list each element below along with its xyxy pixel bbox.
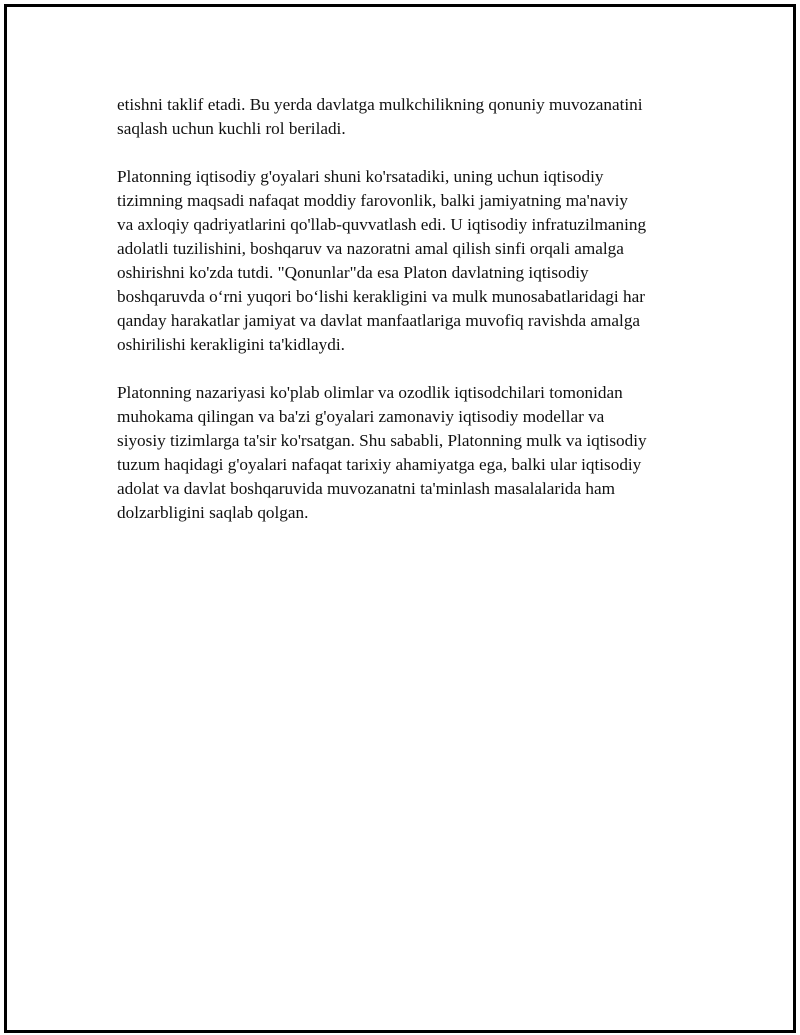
text-line: dolzarbligini saqlab qolgan. (117, 503, 309, 522)
paragraph-3 (117, 381, 697, 525)
text-line: oshirilishi kerakligini ta'kidlaydi. (117, 335, 345, 354)
text-line: va axloqiy qadriyatlarini qo'llab-quvvatlash edi. U iqtisodiy infratuzilmaning (117, 215, 647, 234)
text-line: adolatli tuzilishini, boshqaruv va nazoratni amal qilish sinfi orqali amalga (117, 239, 624, 258)
document-body (117, 93, 697, 549)
text-line: oshirishni ko'zda tutdi. "Qonunlar"da esa Platon davlatning iqtisodiy (117, 263, 589, 282)
text-line: Platonning nazariyasi ko'plab olimlar va ozodlik iqtisodchilari tomonidan (117, 383, 623, 402)
text-line: etishni taklif etadi. Bu yerda davlatga mulkchilikning qonuniy muvozanatini (117, 95, 643, 114)
text-line: saqlash uchun kuchli rol beriladi. (117, 119, 346, 138)
text-line: muhokama qilingan va ba'zi g'oyalari zamonaviy iqtisodiy modellar va (117, 407, 605, 426)
text-line: tuzum haqidagi g'oyalari nafaqat tarixiy ahamiyatga ega, balki ular iqtisodiy (117, 455, 642, 474)
paragraph-2 (117, 165, 697, 357)
text-line: siyosiy tizimlarga ta'sir ko'rsatgan. Shu sababli, Platonning mulk va iqtisodiy (117, 431, 647, 450)
text-line: adolat va davlat boshqaruvida muvozanatni ta'minlash masalalarida ham (117, 479, 616, 498)
text-line: qanday harakatlar jamiyat va davlat manfaatlariga muvofiq ravishda amalga (117, 311, 641, 330)
paragraph-1 (117, 93, 697, 141)
text-line: boshqaruvda o‘rni yuqori bo‘lishi kerakligini va mulk munosabatlaridagi har (117, 287, 645, 306)
text-line: Platonning iqtisodiy g'oyalari shuni ko'rsatadiki, uning uchun iqtisodiy (117, 167, 604, 186)
text-line: tizimning maqsadi nafaqat moddiy farovonlik, balki jamiyatning ma'naviy (117, 191, 628, 210)
